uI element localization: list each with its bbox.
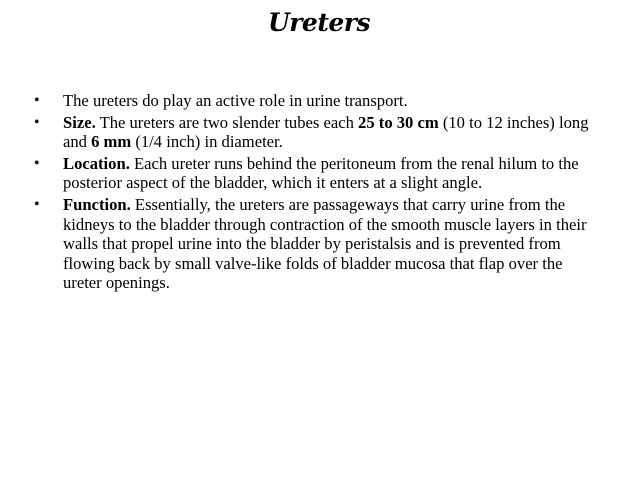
bullet-item-transport [34, 91, 604, 111]
bullet-dot-icon: • [34, 113, 40, 131]
bullet-lead: Function. [63, 194, 131, 214]
bullet-text: The ureters are two slender tubes each [95, 112, 359, 132]
bullet-text: The ureters do play an active role in urine transport. [63, 91, 408, 110]
bullet-item-function [34, 195, 604, 293]
bullet-item-size [34, 113, 604, 152]
bullet-text: Each ureter runs behind the peritoneum from the renal hilum to the posterior aspect of the bladder, which it enters at a slight angle. [63, 153, 579, 193]
bullet-text: Essentially, the ureters are passageways that carry urine from the kidneys to the bladder through contraction of the smooth muscle layers in their walls that propel urine into the bladder by peristalsis and is prevented from flowing back by small valve-like folds of bladder mucosa that flap over the ureter openings. [63, 194, 587, 293]
bullet-emphasis: 6 mm [91, 132, 132, 152]
bullet-text: (1/4 inch) in diameter. [131, 132, 283, 152]
bullet-emphasis: 25 to 30 cm [358, 112, 439, 132]
bullet-item-location [34, 154, 604, 193]
bullet-text: (10 to 12 inches) long and [63, 112, 589, 152]
bullet-list [34, 91, 604, 295]
bullet-lead: Location. [63, 153, 130, 173]
bullet-dot-icon: • [34, 92, 40, 109]
bullet-dot-icon: • [34, 195, 40, 213]
bullet-dot-icon: • [34, 154, 40, 172]
slide-title: Ureters [267, 8, 371, 37]
bullet-lead: Size. [63, 112, 96, 132]
